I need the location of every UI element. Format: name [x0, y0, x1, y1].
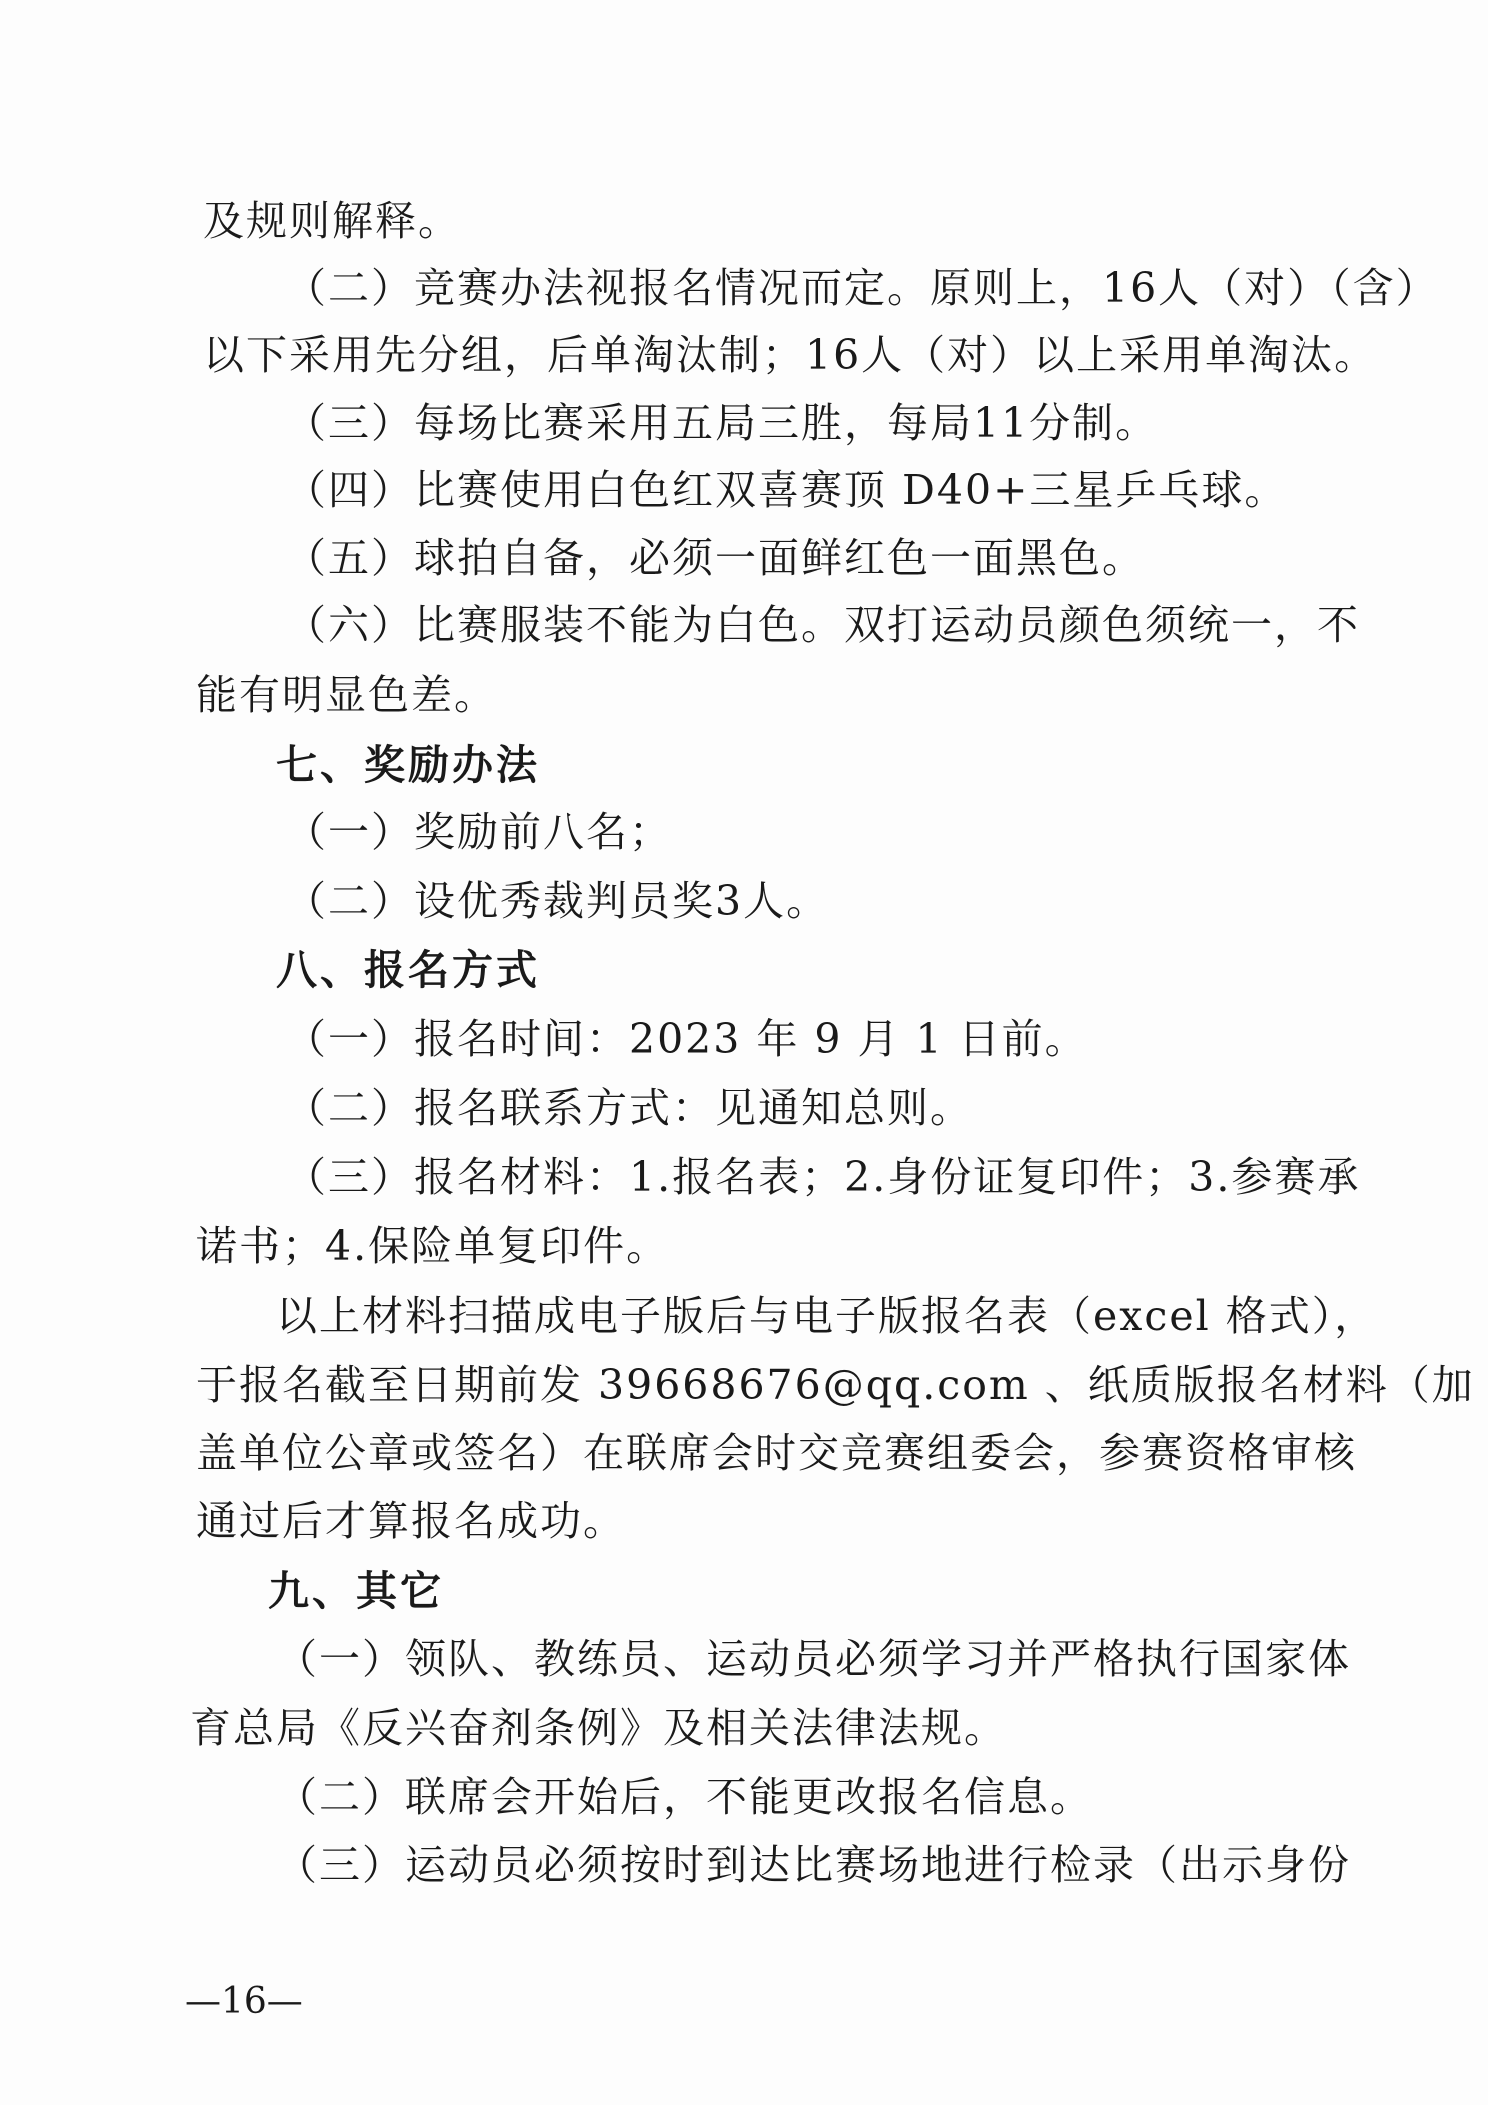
text-line: （四）比赛使用白色红双喜赛顶 D40+三星乒乓球。 — [285, 466, 1288, 514]
text-line: （二）竞赛办法视报名情况而定。原则上，16人（对）（含） — [285, 264, 1439, 312]
text-line: （二）设优秀裁判员奖3人。 — [285, 877, 830, 925]
text-line: 诺书；4.保险单复印件。 — [196, 1222, 670, 1270]
text-line: （三）运动员必须按时到达比赛场地进行检录（出示身份 — [276, 1841, 1351, 1889]
page-number: —16— — [185, 1981, 303, 2022]
text-line: 通过后才算报名成功。 — [196, 1497, 626, 1545]
text-line: 以上材料扫描成电子版后与电子版报名表（excel 格式）， — [276, 1292, 1378, 1340]
text-line: 及规则解释。 — [203, 197, 461, 245]
text-line: （一）领队、教练员、运动员必须学习并严格执行国家体 — [276, 1635, 1351, 1683]
text-line: （三）每场比赛采用五局三胜，每局11分制。 — [285, 399, 1159, 447]
text-line: （六）比赛服装不能为白色。双打运动员颜色须统一，不 — [285, 601, 1360, 649]
text-line: （五）球拍自备，必须一面鲜红色一面黑色。 — [285, 534, 1145, 582]
text-line: （三）报名材料：1.报名表；2.身份证复印件；3.参赛承 — [285, 1153, 1361, 1201]
section-heading: 九、其它 — [268, 1567, 444, 1615]
text-line: （一）报名时间：2023 年 9 月 1 日前。 — [285, 1015, 1088, 1063]
text-line: （二）联席会开始后，不能更改报名信息。 — [276, 1773, 1093, 1821]
text-line: 育总局《反兴奋剂条例》及相关法律法规。 — [190, 1704, 1007, 1752]
section-heading: 七、奖励办法 — [276, 741, 540, 789]
text-line: 盖单位公章或签名）在联席会时交竞赛组委会，参赛资格审核 — [196, 1429, 1357, 1477]
text-line: 能有明显色差。 — [196, 671, 497, 719]
section-heading: 八、报名方式 — [276, 946, 540, 994]
text-line: （一）奖励前八名； — [285, 808, 672, 856]
text-line: 于报名截至日期前发 39668676@qq.com 、纸质版报名材料（加 — [196, 1361, 1475, 1409]
text-line: 以下采用先分组，后单淘汰制；16人（对）以上采用单淘汰。 — [203, 331, 1378, 379]
text-line: （二）报名联系方式：见通知总则。 — [285, 1084, 973, 1132]
